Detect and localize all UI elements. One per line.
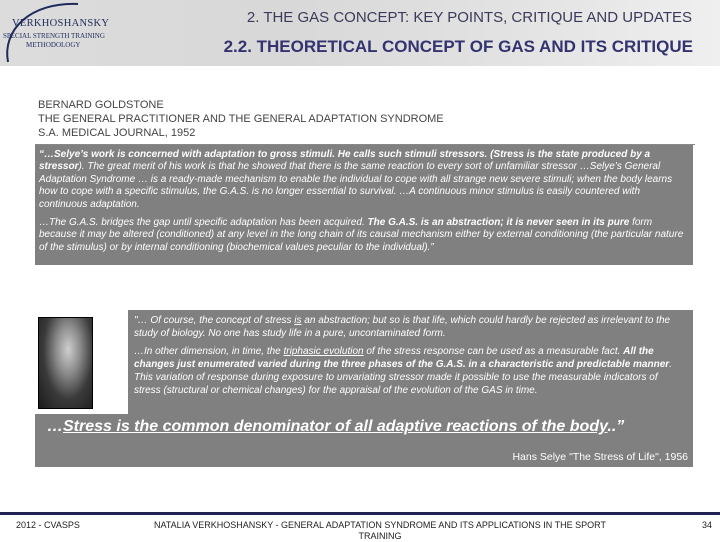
verkhoshansky-logo [0, 0, 110, 66]
footer-divider [0, 512, 720, 515]
slide-header [0, 0, 720, 66]
reference-author: BERNARD GOLDSTONE [38, 99, 164, 111]
selye-portrait [38, 317, 92, 410]
logo-line1: VERKHOSHANSKY [12, 18, 110, 29]
reference-article: THE GENERAL PRACTITIONER AND THE GENERAL ADAPTATION SYNDROME [38, 113, 444, 125]
footer-year: 2012 - CVASPS [16, 520, 80, 530]
goldstone-quote-box [35, 145, 693, 265]
page-number: 34 [701, 520, 712, 530]
quote1-paragraph2: …The G.A.S. bridges the gap until specific adaptation has been acquired. The G.A.S. is an abstraction; it is never seen in its pure form because it may be altered (conditioned) at any level in the long chain of its causal mechanism either by external conditioning (the particular nature of the stimulus) or by internal conditioning (biochemical values peculiar to the individual).” [39, 217, 684, 253]
key-quote-box [35, 414, 693, 467]
key-quote: …Stress is the common denominator of all adaptive reactions of the body..” [47, 418, 625, 435]
selye-quote-box [128, 310, 693, 414]
quote2-paragraph2: …In other dimension, in time, the triphasic evolution of the stress response can be used as a measurable fact. All the changes just enumerated varied during the three phases of the G.A.S. in a characteristic and predictable manner. This variation of response during exposure to unvariating stressor made it possible to use the measurable indicators of stress (structural or chemical changes) for the appraisal of the evolution of the GAS in time. [134, 346, 672, 396]
portrait-image [38, 317, 93, 409]
logo-line3: METHODOLOGY [26, 41, 81, 49]
page-title: 2.2. THEORETICAL CONCEPT OF GAS AND ITS CRITIQUE [223, 37, 693, 56]
quote1-bold: “…Selye’s work is concerned with adaptation to gross stimuli. He calls such stimuli stressors. (Stress is the state produced by a stressor [39, 149, 651, 173]
section-title: 2. THE GAS CONCEPT: KEY POINTS, CRITIQUE AND UPDATES [246, 9, 692, 26]
footer-title: NATALIA VERKHOSHANSKY - GENERAL ADAPTATION SYNDROME AND ITS APPLICATIONS IN THE SPORT TRAINING [154, 520, 606, 541]
quote1-paragraph1: “…Selye’s work is concerned with adaptation to gross stimuli. He calls such stimuli stressors. (Stress is the state produced by a stressor). The great merit of his work is that he showed that there is the same reaction to every sort of unfamiliar stressor …Selye’s General Adaptation Syndrome … is a ready-made mechanism to enable the individual to cope with all strange new severe stimuli; when the body learns how to cope with a specific stimulus, the G.A.S. is no longer essential to survival. …A continuous minor stimulus is easily countered with continuous adaptation. [39, 149, 673, 210]
logo-line2: SPECIAL STRENGTH TRAINING [3, 32, 105, 40]
reference-block [38, 98, 444, 140]
reference-journal: S.A. MEDICAL JOURNAL, 1952 [38, 127, 196, 139]
quote-citation: Hans Selye "The Stress of Life", 1956 [512, 451, 688, 463]
quote2-paragraph1: "… Of course, the concept of stress is an abstraction; but so is that life, which could hardly be rejected as irrelevant to the study of biology. No one has study life in a pure, uncontaminated form. [134, 315, 671, 339]
